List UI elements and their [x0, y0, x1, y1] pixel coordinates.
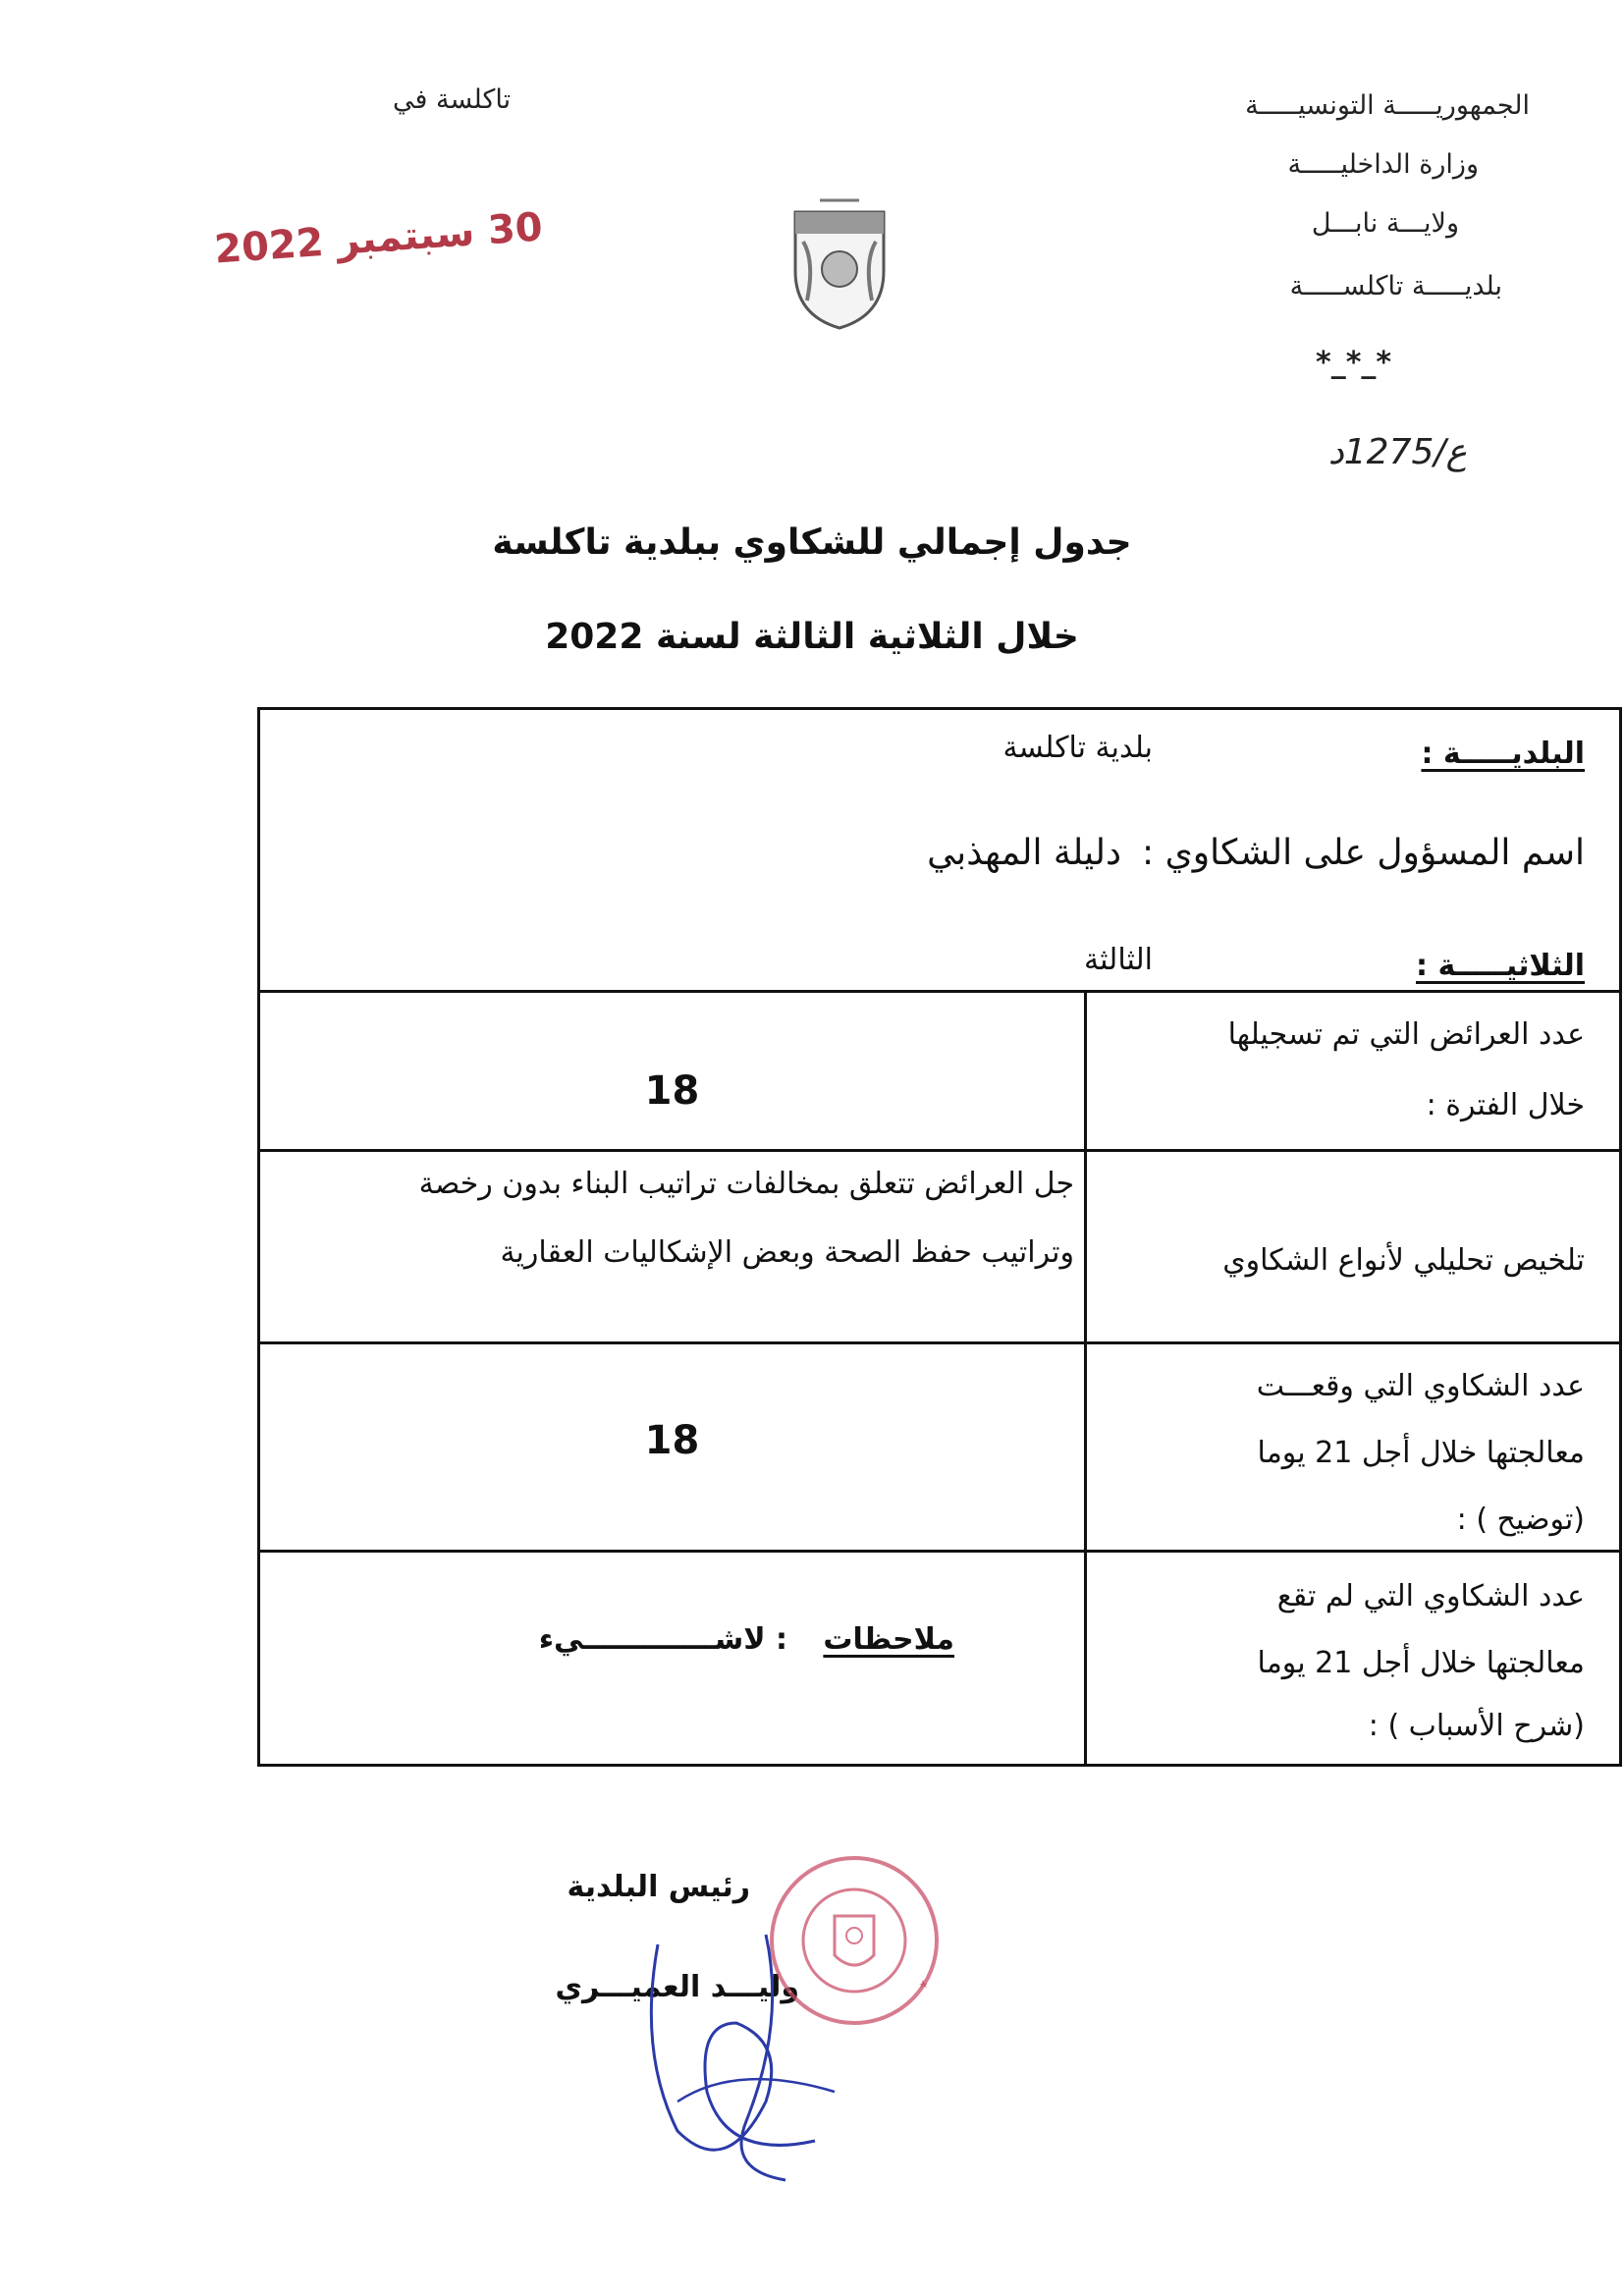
row-untreated-label-line3: (شرح الأسباب ) : — [1368, 1709, 1585, 1743]
quarter-label: الثلاثيـــــة : — [1416, 949, 1585, 983]
reference-number: ع/1275د — [1327, 432, 1467, 472]
notes-label: ملاحظات — [823, 1622, 954, 1657]
header-separator: *_*_* — [1316, 346, 1392, 380]
municipality-label: البلديـــــة : — [1421, 737, 1585, 771]
governorate-name: ولايـــة نابـــل — [1311, 208, 1459, 239]
row-registered-label-line2: خلال الفترة : — [1426, 1088, 1585, 1122]
municipality-name: بلديـــــة تاكلســـــة — [1289, 271, 1502, 301]
row-untreated-label-line1: عدد الشكاوي التي لم تقع — [1276, 1579, 1585, 1613]
document-title: جدول إجمالي للشكاوي ببلدية تاكلسة — [492, 522, 1132, 563]
officer-value: دليلة المهذبي — [927, 833, 1121, 873]
country-name: الجمهوريـــــة التونسيـــــة — [1245, 90, 1530, 121]
row-summary-label: تلخيص تحليلي لأنواع الشكاوي — [1222, 1243, 1585, 1278]
row-registered-value: 18 — [644, 1068, 700, 1114]
received-date-stamp: 30 سبتمبر 2022 — [212, 204, 545, 273]
row-summary-value-line2: وتراتيب حفظ الصحة وبعض الإشكاليات العقارية — [500, 1235, 1074, 1270]
quarter-value: الثالثة — [1084, 943, 1153, 977]
signer-role: رئيس البلدية — [567, 1870, 750, 1904]
place-date-label: تاكلسة في — [393, 84, 512, 115]
municipality-emblem — [785, 192, 893, 330]
row-treated-label-line2: معالجتها خلال أجل 21 يوما — [1257, 1436, 1585, 1470]
row-untreated-label-line2: معالجتها خلال أجل 21 يوما — [1257, 1646, 1585, 1680]
municipality-value: بلدية تاكلسة — [1002, 731, 1153, 765]
row-registered-label-line1: عدد العرائض التي تم تسجيلها — [1227, 1017, 1585, 1052]
signer-name: وليـــد العميـــري — [555, 1970, 799, 2004]
row-treated-value: 18 — [644, 1418, 700, 1463]
row-summary-value-line1: جل العرائض تتعلق بمخالفات تراتيب البناء بدون رخصة — [418, 1167, 1074, 1201]
notes-value: : لاشـــــــــــــيء — [538, 1622, 787, 1657]
handwritten-signature — [619, 1905, 874, 2200]
officer-label: اسم المسؤول على الشكاوي : — [1142, 833, 1585, 873]
document-subtitle: خلال الثلاثية الثالثة لسنة 2022 — [545, 617, 1079, 657]
ministry-name: وزارة الداخليـــــة — [1287, 149, 1479, 180]
row-treated-label-line1: عدد الشكاوي التي وقعـــت — [1256, 1369, 1585, 1403]
row-treated-label-line3: (توضيح ) : — [1456, 1503, 1585, 1537]
